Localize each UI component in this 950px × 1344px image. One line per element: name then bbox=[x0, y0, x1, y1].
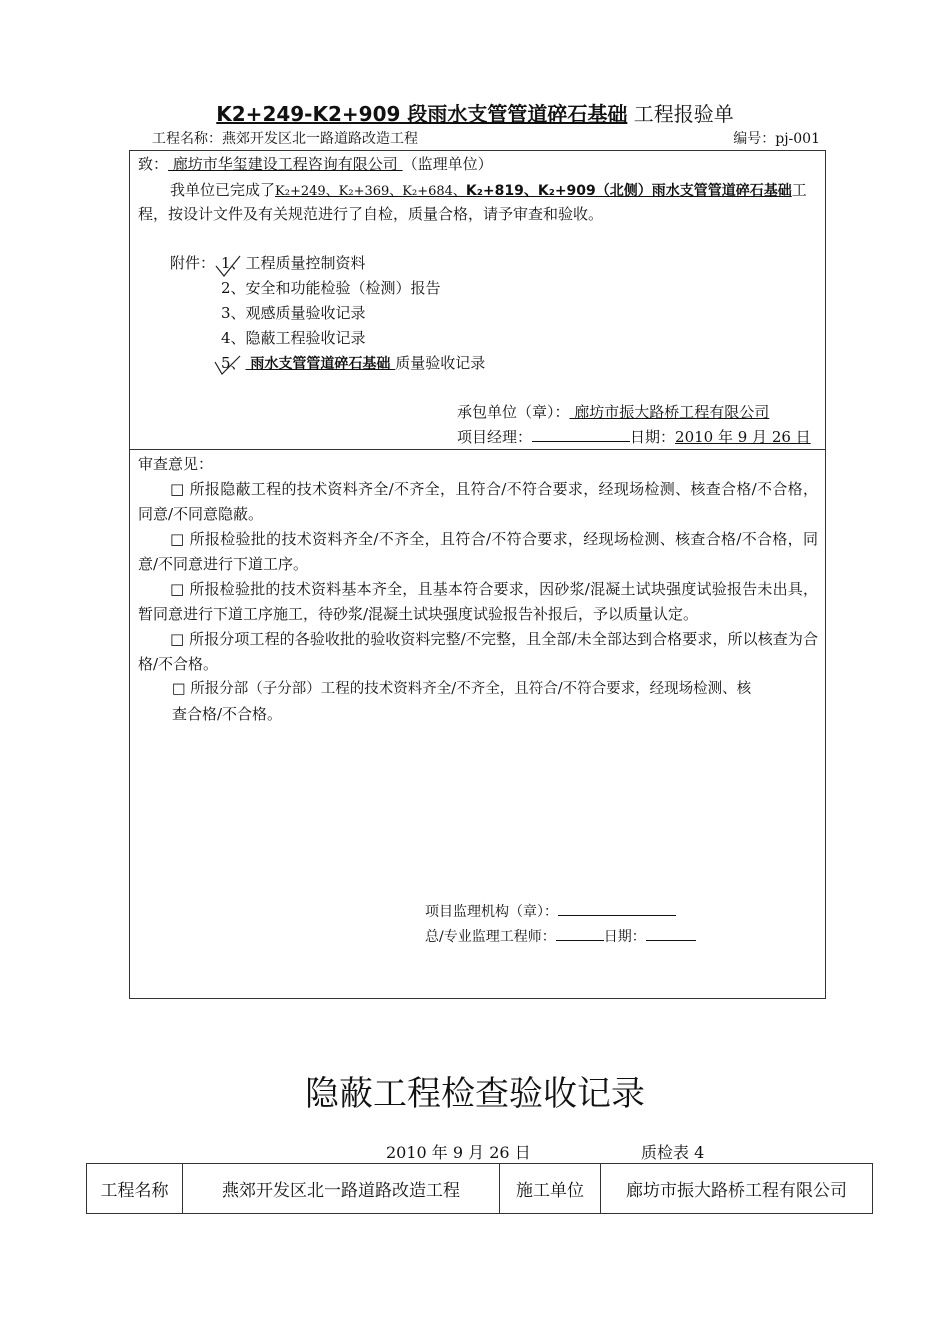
org-seal-line bbox=[558, 901, 676, 916]
attachment-4: 4、隐蔽工程验收记录 bbox=[221, 329, 366, 347]
project-name-value: 燕郊开发区北一路道路改造工程 bbox=[183, 1164, 500, 1214]
review-option-2: □ 所报检验批的技术资料齐全/不齐全，且符合/不符合要求，经现场检测、核查合格/不合格，同意/不同意进行下道工序。 bbox=[138, 530, 818, 573]
manager-date-line: 项目经理： 日期：2010 年 9 月 26 日 bbox=[457, 428, 811, 446]
attachment-3: 3、观感质量验收记录 bbox=[221, 304, 366, 322]
review-heading: 审查意见： bbox=[138, 455, 214, 473]
stations-list-b: K₂+819、K₂+909（北侧）雨水支管管道碎石基础 bbox=[465, 183, 792, 199]
engineer-date-line: 总/专业监理工程师： 日期： bbox=[425, 925, 696, 950]
review-option-5-line1: □ 所报分部（子分部）工程的技术资料齐全/不齐全，且符合/不符合要求，经现场检测、核 bbox=[172, 681, 752, 697]
attachment-2: 2、安全和功能检验（检测）报告 bbox=[221, 279, 441, 297]
review-option-1: □ 所报隐蔽工程的技术资料齐全/不齐全，且符合/不符合要求，经现场检测、核查合格/不合格，同意/不同意隐蔽。 bbox=[138, 480, 818, 523]
report-title bbox=[0, 98, 950, 127]
attachment-1: 1、工程质量控制资料 bbox=[221, 254, 366, 272]
engineer-date-line-blank bbox=[646, 926, 696, 941]
attachments-label: 附件： bbox=[170, 254, 216, 272]
document-number: 编号：pj-001 bbox=[733, 131, 820, 147]
report-date: 2010 年 9 月 26 日 bbox=[675, 428, 811, 446]
record-date: 2010 年 9 月 26 日 bbox=[386, 1143, 531, 1162]
addressee-line: 致： 廊坊市华玺建设工程咨询有限公司 （监理单位） bbox=[138, 155, 493, 173]
completion-statement-2: 程，按设计文件及有关规范进行了自检，质量合格，请予审查和验收。 bbox=[138, 205, 604, 223]
review-option-5-line2: 查合格/不合格。 bbox=[172, 705, 283, 723]
table-row bbox=[87, 1164, 873, 1214]
check-mark-icon bbox=[214, 252, 244, 282]
contractor-name: 廊坊市振大路桥工程有限公司 bbox=[569, 403, 770, 421]
contractor-line: 承包单位（章）： 廊坊市振大路桥工程有限公司 bbox=[457, 403, 770, 421]
check-mark-icon bbox=[213, 350, 243, 380]
stations-list-a: K₂+249、K₂+369、K₂+684、 bbox=[275, 184, 466, 199]
attachment-5-item: 雨水支管管道碎石基础 bbox=[245, 356, 396, 372]
project-name-header: 工程名称 bbox=[87, 1164, 183, 1214]
contractor-value: 廊坊市振大路桥工程有限公司 bbox=[601, 1164, 873, 1214]
project-name-label: 工程名称：燕郊开发区北一路道路改造工程 bbox=[152, 131, 418, 147]
attachment-5: 5、 雨水支管管道碎石基础 质量验收记录 bbox=[221, 354, 486, 372]
completion-statement: 我单位已完成了K₂+249、K₂+369、K₂+684、K₂+819、K₂+909（北侧）雨水支管管道碎石基础工 bbox=[170, 181, 807, 199]
report-title-subject: K2+249-K2+909 段雨水支管管道碎石基础 bbox=[216, 102, 628, 126]
supervisor-unit: 廊坊市华玺建设工程咨询有限公司 bbox=[168, 155, 403, 173]
review-option-4: □ 所报分项工程的各验收批的验收资料完整/不完整，且全部/未全部达到合格要求，所以核查为合格/不合格。 bbox=[138, 630, 818, 673]
record-form-number: 质检表 4 bbox=[641, 1143, 705, 1162]
contractor-header: 施工单位 bbox=[500, 1164, 601, 1214]
report-title-suffix: 工程报验单 bbox=[627, 102, 734, 126]
manager-signature-line bbox=[532, 427, 630, 442]
review-option-3: □ 所报检验批的技术资料基本齐全，且基本符合要求，因砂浆/混凝土试块强度试验报告未出具，暂同意进行下道工序施工，待砂浆/混凝土试块强度试验报告补报后，予以质量认定。 bbox=[138, 580, 818, 623]
engineer-signature-line bbox=[556, 926, 604, 941]
record-title: 隐蔽工程检查验收记录 bbox=[305, 1074, 645, 1114]
record-info-table bbox=[86, 1163, 873, 1214]
supervision-org-line: 项目监理机构（章）： bbox=[425, 900, 676, 925]
